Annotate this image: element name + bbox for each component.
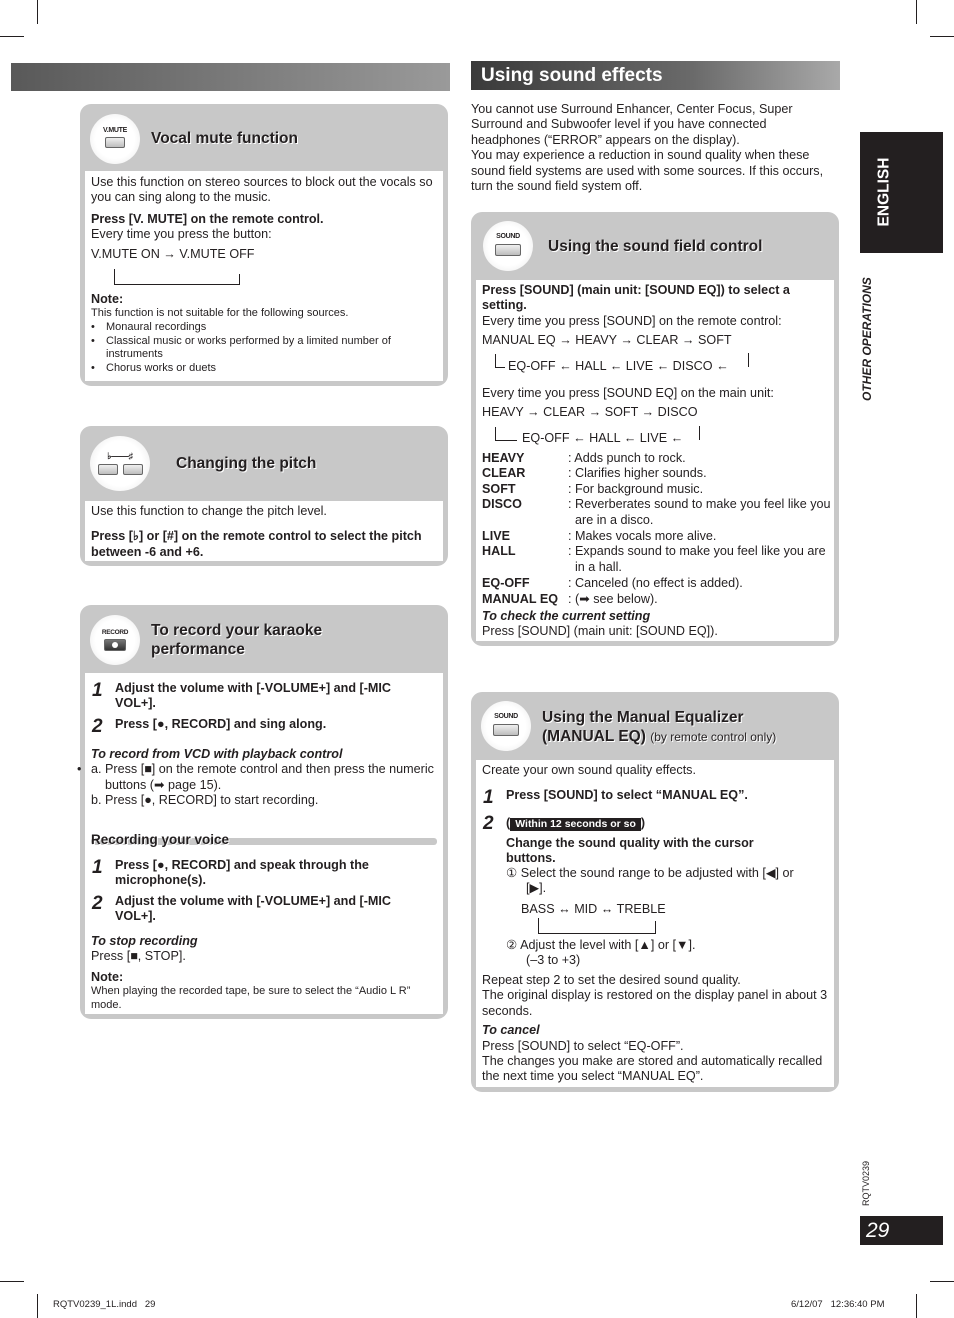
subheading: To cancel xyxy=(482,1023,540,1038)
panel-title: Using the sound field control xyxy=(548,238,763,255)
panel-title: Vocal mute function xyxy=(151,130,298,147)
description: Press [SOUND] to select “EQ-OFF”. xyxy=(482,1038,684,1053)
page-number: 29 xyxy=(860,1216,943,1245)
setting-row xyxy=(482,451,833,466)
step-number: 1 xyxy=(92,857,103,878)
crop-mark xyxy=(37,0,38,24)
loop-arrow xyxy=(495,427,496,440)
sequence: EQ-OFF ← HALL ← LIVE ← xyxy=(522,430,684,445)
step-number: 1 xyxy=(483,787,494,808)
crop-mark xyxy=(0,36,24,37)
crop-mark xyxy=(37,1294,38,1318)
description: The original display is restored on the display panel in about 3 seconds. xyxy=(482,988,828,1018)
manual-eq-panel xyxy=(471,692,839,1092)
sub-step: ② Adjust the level with [▲] or [▼]. xyxy=(506,938,696,952)
footer-file: RQTV0239_1L.indd 29 xyxy=(53,1299,156,1310)
step-text: Adjust the volume with [-VOLUME+] and [-MIC VOL+]. xyxy=(115,681,392,711)
intro-paragraph: You cannot use Surround Enhancer, Center Focus, Super Surround and Subwoofer level if you have connected headphones (“ERROR” appears on the display). xyxy=(471,102,793,147)
subheading: To check the current setting xyxy=(482,609,651,623)
crop-mark xyxy=(930,36,954,37)
loop-arrow xyxy=(114,269,115,284)
description: Create your own sound quality effects. xyxy=(482,763,696,777)
setting-row xyxy=(482,497,833,528)
loop-arrow xyxy=(495,354,496,367)
description: Every time you press [SOUND EQ] on the main unit: xyxy=(482,386,774,401)
instruction: Press [SOUND] (main unit: [SOUND EQ]) to select a setting. xyxy=(482,283,790,313)
step-badge: ( Within 12 seconds or so ) xyxy=(506,816,646,830)
sequence: HEAVY → CLEAR → SOFT → DISCO xyxy=(482,405,698,420)
subheading: To record from VCD with playback control xyxy=(91,747,343,761)
instruction: Press [V. MUTE] on the remote control. xyxy=(91,211,324,226)
step-number: 2 xyxy=(92,893,103,914)
instruction: Press [♭] or [#] on the remote control to select the pitch between -6 and +6. xyxy=(91,529,422,559)
setting-name: DISCO xyxy=(482,497,522,512)
setting-row xyxy=(482,529,833,544)
page-title: Using sound effects xyxy=(471,61,840,90)
vocal-mute-panel xyxy=(80,104,448,386)
sequence: BASS ↔ MID ↔ TREBLE xyxy=(521,902,666,916)
step-text: Adjust the volume with [-VOLUME+] and [-MIC VOL+]. xyxy=(115,894,392,924)
sound-field-panel xyxy=(471,212,839,646)
loop-arrow xyxy=(538,933,656,934)
note-heading: Note: xyxy=(91,292,124,306)
loop-arrow xyxy=(538,918,539,933)
description: Press [■, STOP]. xyxy=(91,949,186,964)
sequence: MANUAL EQ → HEAVY → CLEAR → SOFT xyxy=(482,333,732,348)
step-text: Change the sound quality with the cursor buttons. xyxy=(506,836,754,866)
loop-arrow xyxy=(114,284,240,285)
footer-date: 6/12/07 12:36:40 PM xyxy=(791,1299,885,1310)
setting-description: : (➡ see below). xyxy=(568,591,658,606)
description: Use this function on stereo sources to block out the vocals so you can sing along to the music. xyxy=(91,175,433,205)
step-text: Press [●, RECORD] and speak through the microphone(s). xyxy=(115,858,369,888)
description: Every time you press [SOUND] on the remote control: xyxy=(482,313,782,328)
sequence: V.MUTE ON → V.MUTE OFF xyxy=(91,246,255,261)
description: Press [SOUND] (main unit: [SOUND EQ]). xyxy=(482,624,718,639)
step-number: 1 xyxy=(92,680,103,701)
setting-description: : Expands sound to make you feel like you are in a hall. xyxy=(568,544,826,574)
loop-arrow xyxy=(655,921,656,934)
setting-description: : Makes vocals more alive. xyxy=(568,529,717,544)
section-label: OTHER OPERATIONS xyxy=(860,277,874,401)
intro-paragraph: You may experience a reduction in sound quality when these sound field systems are used with some sources. If this occurs, turn the sound field system off. xyxy=(471,148,824,194)
step-text: Press [●, RECORD] and sing along. xyxy=(115,717,327,731)
doc-code: RQTV0239 xyxy=(861,1160,871,1206)
setting-description: : For background music. xyxy=(568,481,704,496)
vmute-button-icon: V.MUTE xyxy=(90,114,140,164)
crop-mark xyxy=(916,1294,917,1318)
list-item: b. Press [●, RECORD] to start recording. xyxy=(91,793,319,808)
sound-button-icon: SOUND xyxy=(483,221,533,271)
setting-name: HEAVY xyxy=(482,451,525,465)
setting-description: : Reverberates sound to make you feel like you are in a disco. xyxy=(568,497,831,527)
pitch-buttons-icon: ♭——♯ xyxy=(90,436,150,491)
step-number: 2 xyxy=(92,716,103,737)
step-number: 2 xyxy=(483,813,494,834)
description: Repeat step 2 to set the desired sound quality. xyxy=(482,973,741,987)
note-text: When playing the recorded tape, be sure to select the “Audio L R” mode. xyxy=(91,985,411,1011)
setting-description: : Canceled (no effect is added). xyxy=(568,576,743,591)
setting-name: LIVE xyxy=(482,529,510,544)
setting-description: : Adds punch to rock. xyxy=(568,451,686,465)
setting-name: HALL xyxy=(482,544,516,559)
setting-row xyxy=(482,544,833,575)
setting-name: SOFT xyxy=(482,481,516,496)
left-header-bar xyxy=(11,63,450,91)
sequence: EQ-OFF ← HALL ← LIVE ← DISCO ← xyxy=(508,358,729,373)
subheading: To stop recording xyxy=(91,934,198,948)
record-panel xyxy=(80,605,448,1019)
sub-step: (–3 to +3) xyxy=(526,953,581,967)
setting-description: : Clarifies higher sounds. xyxy=(568,466,707,481)
crop-mark xyxy=(916,0,917,24)
sub-step: ① Select the sound range to be adjusted with [◀] or [▶]. xyxy=(506,866,794,896)
recording-voice-header: Recording your voice xyxy=(91,833,437,847)
language-tab: ENGLISH xyxy=(860,132,943,253)
crop-mark xyxy=(0,1281,24,1282)
panel-title: Changing the pitch xyxy=(176,455,317,472)
list-item: • a. Press [■] on the remote control and then press the numeric buttons (➡ page 15). xyxy=(91,762,442,793)
setting-name: CLEAR xyxy=(482,466,526,481)
loop-arrow xyxy=(495,440,517,441)
list-item: • Chorus works or duets xyxy=(91,362,442,376)
step-text: Press [SOUND] to select “MANUAL EQ”. xyxy=(506,788,748,802)
description: The changes you make are stored and automatically recalled the next time you select “MANUAL EQ”. xyxy=(482,1054,823,1084)
loop-arrow xyxy=(495,367,505,368)
setting-name: EQ-OFF xyxy=(482,576,530,591)
setting-row xyxy=(482,576,833,591)
crop-mark xyxy=(930,1281,954,1282)
panel-title: Using the Manual Equalizer (MANUAL EQ) (by remote control only) xyxy=(542,709,777,745)
list-item: • Classical music or works performed by a limited number of instruments xyxy=(91,335,442,362)
intro-text xyxy=(471,102,837,194)
loop-arrow xyxy=(748,353,749,367)
sound-button-icon: SOUND xyxy=(481,701,531,751)
pitch-panel xyxy=(80,426,448,566)
note-heading: Note: xyxy=(91,969,124,984)
setting-name: MANUAL EQ xyxy=(482,591,559,606)
description: Use this function to change the pitch level. xyxy=(91,504,327,518)
description: Every time you press the button: xyxy=(91,227,272,242)
list-item: • Monaural recordings xyxy=(91,321,442,335)
loop-arrow xyxy=(239,274,240,285)
setting-row xyxy=(482,466,833,481)
note-text: This function is not suitable for the following sources. xyxy=(91,307,349,320)
panel-title: To record your karaoke performance xyxy=(151,622,323,658)
setting-row xyxy=(482,592,833,607)
loop-arrow xyxy=(699,426,700,440)
setting-row xyxy=(482,482,833,497)
record-button-icon: RECORD xyxy=(90,615,140,665)
